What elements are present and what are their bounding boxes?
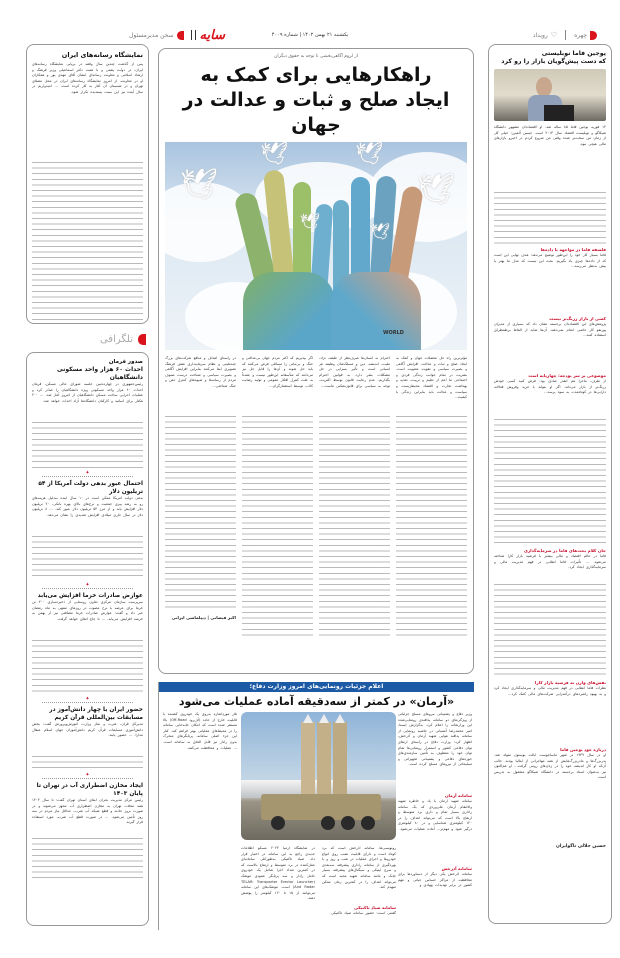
face-sub-1-text: فاما بسیار کار خود را این‌طور توضیح می‌دهد: هدف نهایی این است که از داده‌ها چیزی یاد بگیریم. بحث این نیست که مدل ما بهتر یا بیش به‌نظر می‌رسد... [494, 253, 606, 269]
peace-hands-image [165, 142, 467, 350]
face-sub-2-text: پژوهش‌های این اقتصاددان برجسته نشان داد که بسیاری از مدیران پورتفو کار خاصی انجام نمی‌دهند. آن‌ها شاید از الفاظ پرطمطراق استفاده کنند... [494, 322, 606, 338]
arman-text: سامانه شهید آرمان با یاد و خاطره شهید والامقام آرمان علی‌وردی که یک سامانه راداری بسیار تمام و داری برد متوسط و ارتفاع بالا است که می‌تواند اهداف را در ۱۲۰ کیلومتری شناسایی و در ۸۰ کیلومتری درگیر شود و مهم‌تر... آماده عملیات می‌شود. [398, 799, 472, 831]
tele-text-5: رئیس مرکز مدیریت بحران آبفای استان تهران گفت: تا سال ۱۴۰۳ همه محلات تهران به مخازن اضطراری آب مجهز می‌شوند و در صورت بروز حادثه و قطع شبکه آب شرب، حداقل نیاز مردم در سه روز تأمین می‌شود. ... در صورت قطع آب شرب، مورد استفاده قرار گیرند. [32, 798, 143, 825]
dove-icon: 🕊 [370, 222, 391, 241]
face-sub-1: فلسفه فاما در مواجهه با داده‌ها [540, 247, 606, 252]
radar-text: رونویسی‌ها، سامانه آذرخش است که برد کوتاه است و دارای قابلیت نصب روی انواع خودروها و اجرای عملیات در شب و روز و با بهره‌گیری از سامانه راداری پیشرفته سه‌بعدی و سرچ اپتیکی و سیگنال‌های پیشرفته بسیار چابک و مانند سامانه شهید مجید است که می‌تواند اهداف را در کمترین زمان ممکن منهدم کند. [322, 846, 396, 890]
face-intro: ۱۴ فوریه یوجین فاما ۸۵ ساله شد. او اقتصاددان مشهور دانشگاه شیکاگو و نوبلیست اقتصاد سال ۲۰۱۳ است. جیسن آلمیرز: خیلی کار از زمان من سخت‌تر شده وقتی من شروع کردم در اخیرو بازارهای مالی هیچی نبود. [494, 125, 606, 146]
fama-photo [494, 69, 606, 121]
defense-banner: اعلام جزئیات رونمایی‌های امروز وزارت دفاع؛ [159, 682, 474, 692]
dove-icon: 🕊 [355, 142, 383, 167]
section-marker-icon [590, 31, 597, 40]
main-headline-2[interactable]: ایجاد صلح و ثبات و عدالت در جهان [182, 89, 450, 136]
face-sub-2: کسی از بازار زرنگ‌تر نیست [549, 316, 606, 321]
face-title-2: که دست پیش‌گویان بازار را رو کرد [501, 58, 606, 65]
separator-ornament: ✦ [42, 470, 133, 477]
editorial-text: پس از گذشت چندین سال وقفه در برپایی نمایشگاه رسانه‌های ایران، در دولت پشتی و با همت دکتر اسماعیلی وزیر فرهنگ و ارشاد اسلامی و معاونت رسانه‌ای ایشان آقای مهدی پور و همکاران او در معاونت، از امروز نمایشگاه رسانه‌های ایران در محل مصلای تهران و در شبستان آن آغاز به کار کرده است. ... امیدواریم در سال آینده نیز این سنت پسندیده تکرار شود. [32, 62, 143, 94]
editorial-title: نمایشگاه رسانه‌های ایران [61, 51, 143, 59]
main-author: اکبر فیضانی | دیپلماسی ایرانی [171, 615, 236, 620]
main-body-columns [165, 356, 467, 640]
newspaper-logo[interactable]: سایه [199, 27, 225, 43]
telegraphic-box [26, 352, 149, 926]
main-story [158, 48, 474, 674]
header-left [75, 28, 225, 42]
face-sub-4-text: فاما در عالم اقتصاد و مالی بیشتر با فرضیه بازار کارا شناخته می‌شود. ... تأثیرات فاما انقلابی در فهم مدیریت مالی و سرمایه‌گذاری ایجاد کرد. [494, 554, 606, 570]
defense-col-4: تلار موردِاشاره به‌روی یک خودروی کشنده با قابلیت خارج از جاده (آف‌رود Off-Road) بالا مستقر شده است که امکان جابه‌جایی سامانه را در محیط‌های عملیاتی بهتر فراهم کند. کنار این جزء اصلی سامانه، پرتابگرهای متحرک بدون رادار نیز قابل الحاق به سامانه است. ... عملیات و محافظت می‌کنند. [163, 712, 237, 750]
tele-text-2: بدهی دولت آمریکا ممکن است در ۱۰ سال آینده به‌دلیل هزینه‌های رو به رشد پیری جمعیت و نرخ‌های بالای بهره بانکی، ۲۰ تریلیون دلار افزایش یابد و از مرز ۵۴ تریلیون دلار عبور کند. ... ۸ تریلیون دلار در سال جاری میلادی افزایش شدیدی را نشان می‌دهد. [32, 496, 143, 517]
azarakhsh-text: سامانه آذرخش یکی دیگر از دستاوردها برای محافظت از مراکز حساس حیاتی و مهم کشور در برابر تهدیدات پهپادی و [398, 872, 472, 888]
tele-text-1: رئیس‌جمهوری در چهارده‌مین جلسه شورای عالی مسکن، فرمان احداث ۶۰ هزار واحد مسکونی ویژه دانشگاهیان را صادر کرد و عملیات اجرایی ساخت مسکن دانشگاهیان از امروز آغاز شد. ... ۲۰۰ هکتار برای اساتید و کارکنان دانشگاه‌ها آزاد احداث خواهد شد. [32, 382, 143, 403]
dove-icon: 🕊 [260, 142, 288, 167]
section-label-editorial: سخن مدیرمسئول [128, 31, 174, 39]
dove-icon: 🕊 [300, 212, 321, 231]
tele-text-3: سرپرست سازمان مرکزی تعاون روستایی از ذخیره‌سازی ۲۰۰ تن خرما برای عرضه با نرخ مصوب در روزهای منتهی به ماه رمضان خبر داد و گفت: عوارض صادرات خرما مضافتی نیز از بهمن به خرمند افزایش می‌یابد. ... تا چاغ اتفاق خواهد گرفت. [32, 600, 143, 621]
face-sub-4: جان کلام بحث‌های فاما در سرمایه‌گذاری [523, 548, 606, 553]
main-col-2: احترام به انسان‌ها صرف‌نظر از طبقه، نژاد، ملیت، اندیشه، دین و مسلک‌شان وظیفه هر انسانی است و تأثیر بسزایی در حل مشکلات بشر دارد. به قوانین احترام بگذاریم. عدم رعایت قانون توسط اکثریت، توجه به سیاسی برای قانون‌شکنی ماست... [319, 356, 390, 388]
section-marker-icon [177, 31, 184, 40]
main-col-3: اگر بپذیریم که اکثر مردم جهان بی‌عدالتی و جنگ و بی‌ثباتی را مسائلی فرض می‌کنند که باید حل شوند و آن‌ها را قابل حل نیز می‌دانند که متأسفانه این‌طور نیست و عمدتاً به علت کنترل افکار عمومی و تولید رضایت کاذب توسط استعمارگران... [242, 356, 313, 388]
separator-ornament: ✦ [42, 696, 133, 703]
tele-kicker-1: صدور فرمان [108, 359, 143, 365]
face-sub-6: درباره خود یوجین فاما [560, 747, 606, 752]
tele-title-5[interactable]: ایجاد مخازن اضطراری آب در تهران تا پایان ۱۴۰۳ [36, 783, 143, 797]
dove-icon: 🕊 [180, 167, 219, 202]
main-col-4: در راستای اهداف و منافع شرکت‌های بزرگ چندملیتی و نظام سرمایه‌داری نقش فرهنگ تصویری ایفا می‌کنند بنابراین افزایش آگاهی و بصیرت سیاسی و شناخت درست صنوف مردم از رسانه‌ها و شیوه‌های کنترل ذهن و جنگ شناختی... [165, 356, 236, 388]
pin-icon: ♡ [550, 31, 558, 39]
main-kicker: از لزوم آگاهی‌بخشی تا توجه به حقوق دیگران [274, 54, 358, 59]
telegraphic-label: تلگرافی [99, 333, 133, 345]
face-author: حسین جلالی ناگوایران [556, 844, 606, 849]
issue-date: یکشنبه ۲۱ بهمن ۱۴۰۲ | شماره ۴۰۰۹ [271, 32, 349, 38]
tele-title-3[interactable]: عوارض صادرات خرما افزایش می‌یابد [37, 593, 143, 599]
face-sub-5-text: نظرات فاما انقلابی در فهم مدیریت مالی و سرمایه‌گذاری ایجاد کرد و به بهبود راهبردهای درآمدزایی شرکت‌های مالی کمک کرد... [494, 686, 606, 696]
defense-headline[interactable]: «آرمان» در کمتر از سه‌دقیقه آماده عملیات می‌شود [178, 695, 455, 708]
sayyad-text: گفتنی است: حضور سامانه صیاد تاکتیکی [331, 911, 396, 915]
tele-title-2[interactable]: احتمال عبور بدهی دولت آمریکا از ۵۴ تریلیون دلار [38, 481, 143, 495]
section-label-face: چهره [574, 31, 587, 39]
dove-icon: 🕊 [416, 172, 455, 207]
defense-col-3: در نمایشگاه آرمیا ۲۰۲۳ مسکو اطلاعات جدیدی راجع به این سامانه در اختیار قرار داد. صیاد تاکتیکی به‌طورکلی سامانه‌ای عمل‌کننده در برد متوسط و ارتفاع بالاست که در کمترین تعداد اجزا شامل یک خودروی حامل رادار و سه پرتابگر عمودی موشک (TELAR: Transporter Erector Launcher And Radar) است. موشک‌های این سامانه می‌توانند از ۱۵ تا ۱۲۰ کیلومتر را پوشش دهند. [241, 846, 315, 901]
logo-bars-icon [191, 30, 196, 40]
missile-system-photo [241, 712, 396, 840]
arman-subtitle: سامانه آرمان [444, 793, 472, 798]
section-label-event: رویداد [532, 31, 548, 39]
face-sub-3: موضوعی بر سر بودجه: چهارپایه است [528, 373, 606, 378]
telegraphic-header [26, 330, 149, 348]
face-sidebar [488, 44, 612, 924]
separator-ornament: ✦ [42, 582, 133, 589]
main-col-1: مؤثرترین راه حل معضلات جهان و کمک به ایجاد صلح و ثبات و عدالت، افزایش آگاهی و بصیرت سیاسی و تقویت معنویت است. بشریت در تمام جوانب زندگی فردی و اجتماعی ما اعم از تعلیم و تربیت، تغذیه و بهداشت تجارت و اقتصاد محیط‌زیست و سیاست و عدالت باید بنابراین زندگی با کیفیت... [396, 356, 467, 400]
defense-story [158, 682, 474, 930]
tele-text-4: مدیرکل قرآن، عترت و نماز وزارت آموزش‌وپرورش گفت: بخش دانش‌آموزی مسابقات قرآن کریم دانش‌آموزان جهان اسلام عنقال مدارا. ... حضور یابند. [32, 722, 143, 738]
face-sub-5: نقش‌های وارن به فرضیه بازار کارا [534, 680, 606, 685]
editorial-box [26, 44, 149, 324]
azarakhsh-subtitle: سامانه آذرخش [441, 866, 472, 871]
separator-ornament: ✦ [42, 772, 133, 779]
tele-title-4[interactable]: حضور ایران با چهار دانش‌آموز در مسابقات بین‌المللی قرآن کریم [49, 707, 143, 721]
face-title-1: یوجین فاما نوبلیستی [541, 50, 606, 57]
world-label: WORLD [383, 330, 404, 336]
tele-title-1[interactable]: احداث ۶۰ هزار واحد مسکونی دانشگاهیان [57, 366, 143, 381]
face-sub-6-text: او در سال ۱۹۳۹ در شهر ماساچوست ایالت بوستون متولد شد. پدربزرگ‌ها و مادربزرگ‌هایش از همه مهاجرانی از ایتالیا بودند. جالب آن‌که او کار اندیشه خود را در زبان‌های رومی گرفت... او هم‌اکنون نیز به‌عنوان استاد برجسته در دانشگاه شیکاگو مشغول به تدریس است. [494, 753, 606, 780]
sayyad-subtitle: سامانه صیاد تاکتیکی [353, 905, 396, 910]
header-right [460, 28, 600, 42]
face-sub-3-text: از طرف، ماجرا هم آنقدر صادق بود. فرض کنید کسی خودش زرنگ‌تر از بازار می‌داند. اگر او بتواند با خرید وفروش فعالانه دارایی‌ها در کوتاه‌مدت به سود برسد... [494, 379, 606, 395]
section-marker-icon [138, 334, 146, 345]
main-headline-1[interactable]: راهکارهایی برای کمک به [200, 64, 432, 86]
defense-intro: وزیر دفاع و پشتیبانی نیروهای مسلح جزئیاتی از ویژگی‌های دو سامانه پدافندی رونمایی‌شده این وزارتخانه را اعلام کرد. به‌گزارش ایسنا، امیر محمدرضا آشتیانی در حاشیه رونمایی از سامانه پدافند هوایی شهید آرمان و آذرخش، اظهار کرد: وزارت دفاع در راستای ارتقای توان دفاعی کشور و استمرار رونمایی‌ها تمام توان خود را معطوف به تأمین سازمندی‌های حوزه‌های دفاعی و پشتیبانی تجهیزاتی و تسلیحاتی از نیروهای مسلح کرده است. [398, 712, 472, 767]
